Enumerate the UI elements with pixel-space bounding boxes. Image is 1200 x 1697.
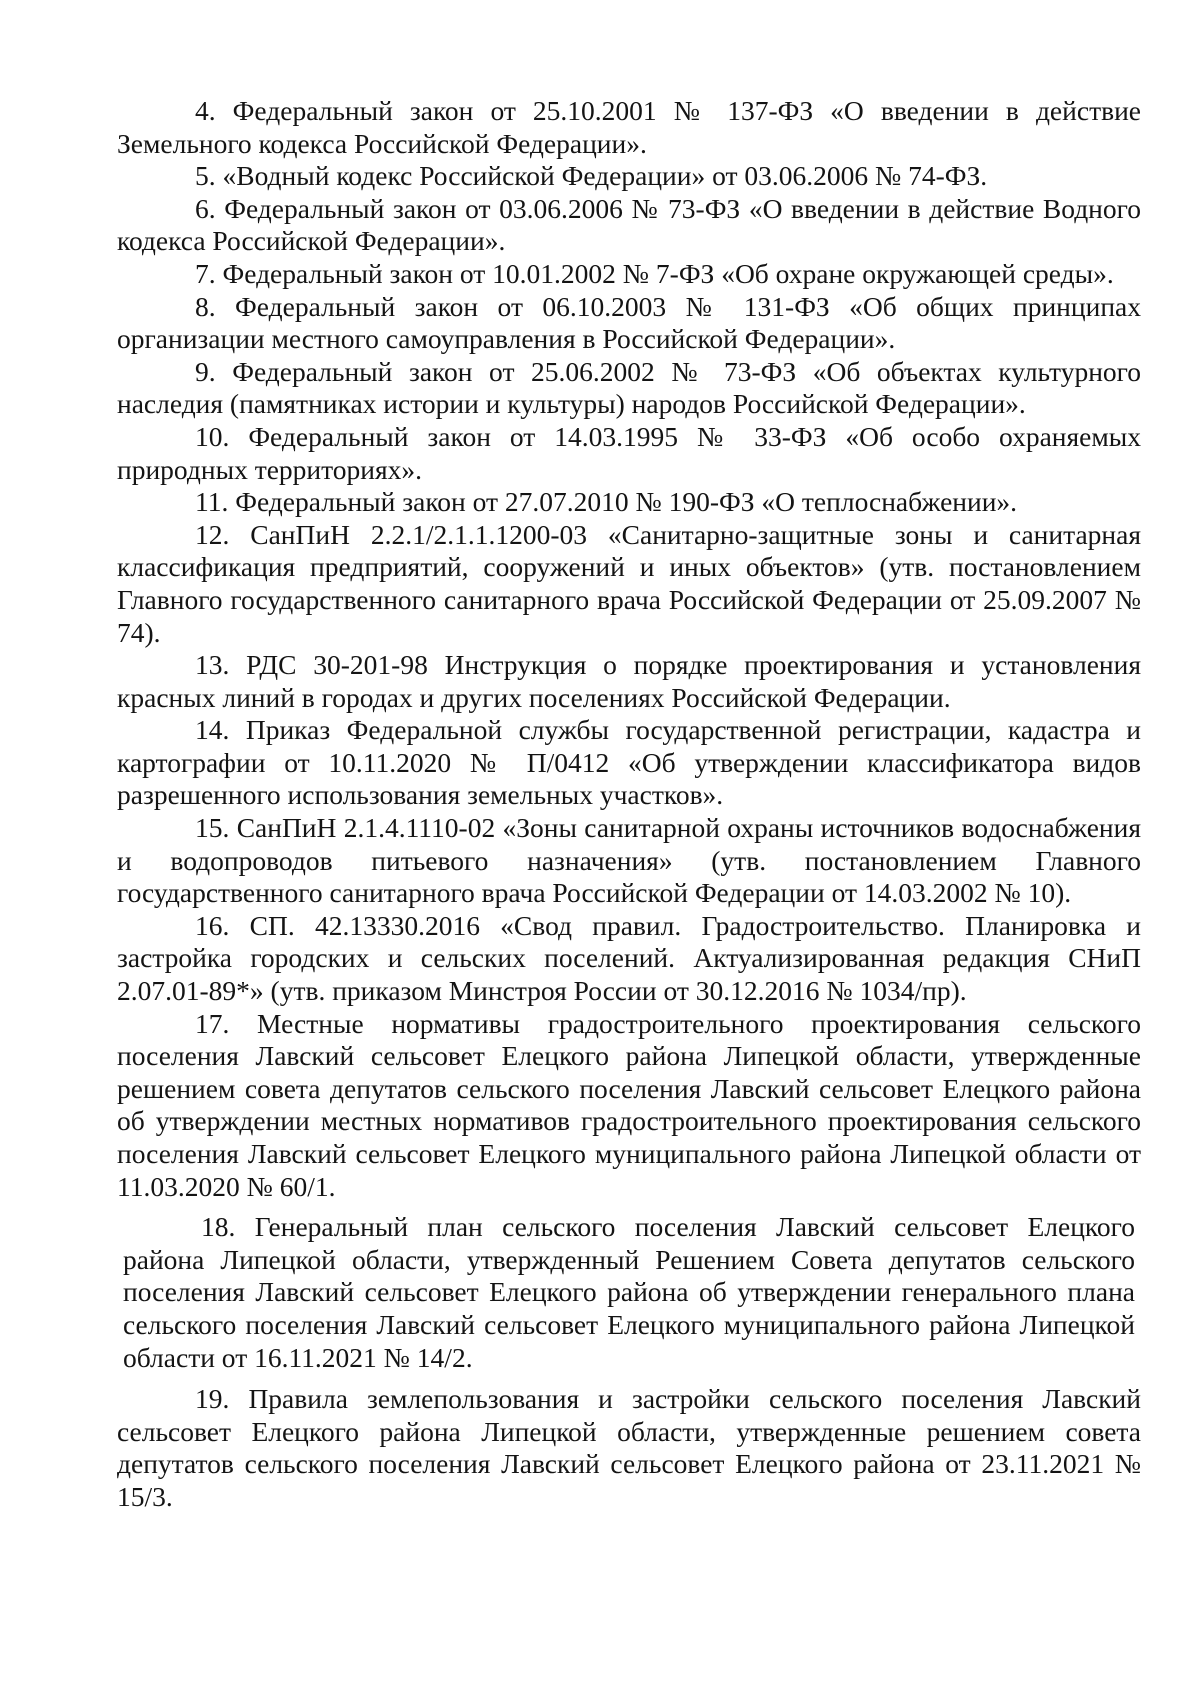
list-item-14: 14. Приказ Федеральной службы государственной регистрации, кадастра и картографии от 10.11.2020 № П/0412 «Об утверждении классификатора видов разрешенного использования земельных участков». [117,714,1141,811]
list-item-9: 9. Федеральный закон от 25.06.2002 № 73-ФЗ «Об объектах культурного наследия (памятниках истории и культуры) народов Российской Федерации». [117,355,1141,420]
list-item-10: 10. Федеральный закон от 14.03.1995 № 33-ФЗ «Об особо охраняемых природных территориях». [117,420,1141,485]
list-item-19: 19. Правила землепользования и застройки сельского поселения Лавский сельсовет Елецкого района Липецкой области, утвержденные решением совета депутатов сельского поселения Лавский сельсовет Елецкого района от 23.11.2021 № 15/3. [117,1383,1141,1512]
list-item-12: 12. СанПиН 2.2.1/2.1.1.1200-03 «Санитарно-защитные зоны и санитарная классификация предприятий, сооружений и иных объектов» (утв. постановлением Главного государственного санитарного врача Российской Федерации от 25.09.2007 № 74). [117,518,1141,648]
list-item-15: 15. СанПиН 2.1.4.1110-02 «Зоны санитарной охраны источников водоснабжения и водопроводов питьевого назначения» (утв. постановлением Главного государственного санитарного врача Российской Федерации от 14.03.2002 № 10). [117,812,1141,909]
list-item-17: 17. Местные нормативы градостроительного проектирования сельского поселения Лавский сельсовет Елецкого района Липецкой области, утвержденные решением совета депутатов сельского поселения Лавский сельсовет Елецкого района об утверждении местных нормативов градостроительного проектирования сельского поселения Лавский сельсовет Елецкого муниципального района Липецкой области от 11.03.2020 № 60/1. [117,1007,1141,1202]
list-item-5: 5. «Водный кодекс Российской Федерации» от 03.06.2006 № 74-ФЗ. [195,160,988,192]
list-item-11: 11. Федеральный закон от 27.07.2010 № 190-ФЗ «О теплоснабжении». [195,486,1018,518]
list-item-16: 16. СП. 42.13330.2016 «Свод правил. Градостроительство. Планировка и застройка городских и сельских поселений. Актуализированная редакция СНиП 2.07.01-89*» (утв. приказом Минстроя России от 30.12.2016 № 1034/пр). [117,909,1141,1007]
list-item-18: 18. Генеральный план сельского поселения Лавский сельсовет Елецкого района Липецкой области, утвержденный Решением Совета депутатов сельского поселения Лавский сельсовет Елецкого района об утверждении генерального плана сельского поселения Лавский сельсовет Елецкого муниципального района Липецкой области от 16.11.2021 № 14/2. [123,1211,1135,1373]
list-item-6: 6. Федеральный закон от 03.06.2006 № 73-ФЗ «О введении в действие Водного кодекса Российской Федерации». [117,192,1141,257]
document-body [117,95,1141,1514]
list-item-8: 8. Федеральный закон от 06.10.2003 № 131-ФЗ «Об общих принципах организации местного самоуправления в Российской Федерации». [117,290,1141,355]
list-item-13: 13. РДС 30-201-98 Инструкция о порядке проектирования и установления красных линий в городах и других поселениях Российской Федерации. [117,649,1141,713]
list-item-4: 4. Федеральный закон от 25.10.2001 № 137-ФЗ «О введении в действие Земельного кодекса Российской Федерации». [117,95,1141,159]
list-item-7: 7. Федеральный закон от 10.01.2002 № 7-ФЗ «Об охране окружающей среды». [195,257,1114,289]
